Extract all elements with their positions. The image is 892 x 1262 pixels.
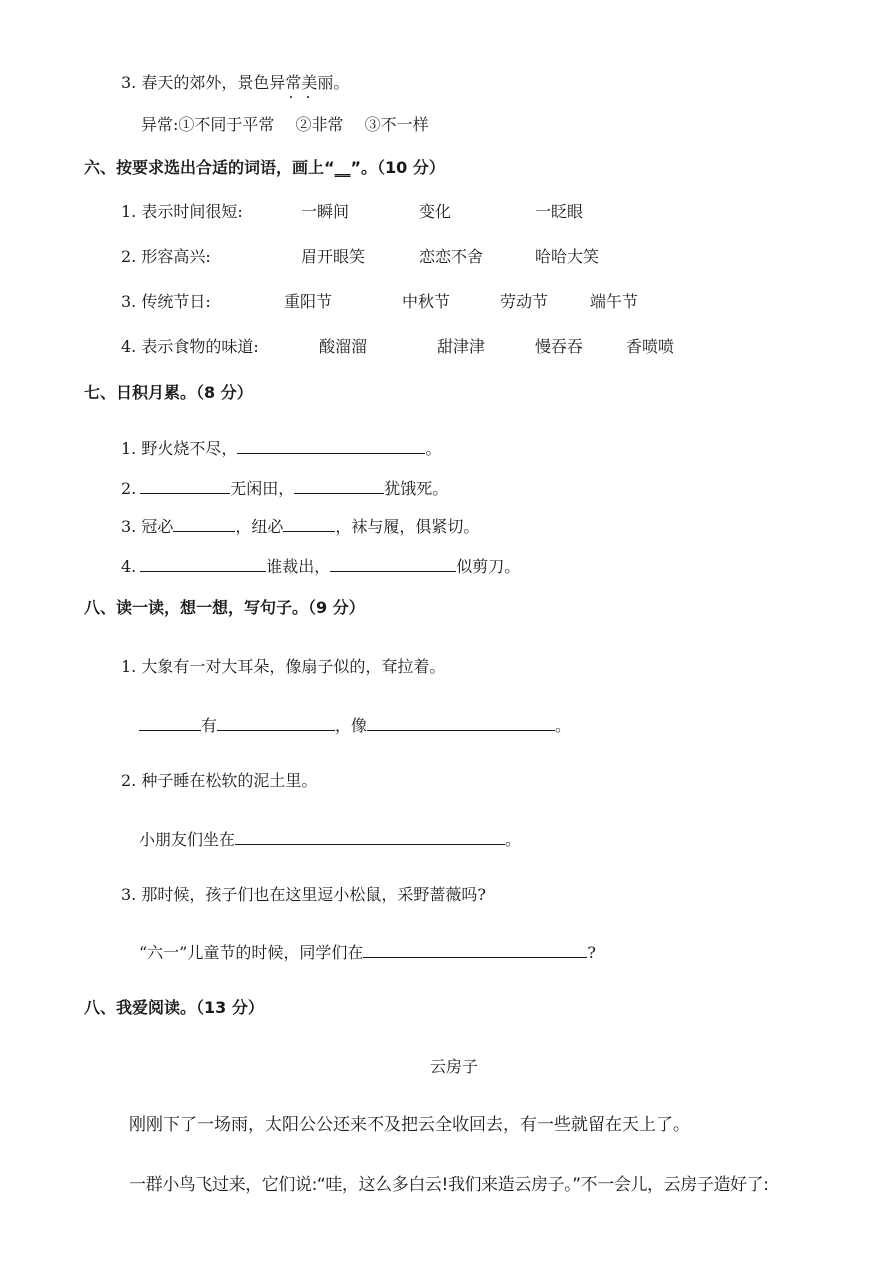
answer-blank[interactable] xyxy=(283,514,335,532)
answer-blank[interactable] xyxy=(173,514,235,532)
section-reading-title: 八、我爱阅读。（13 分） xyxy=(84,998,264,1017)
sec7-line-1: 1. 野火烧不尽， 。 xyxy=(121,436,441,460)
story-paragraph-2: 一群小鸟飞过来，它们说:“哇，这么多白云!我们来造云房子。”不一会儿，云房子造好了: xyxy=(129,1175,769,1195)
sec6-row-1-label: 1. 表示时间很短: xyxy=(121,202,243,221)
answer-blank[interactable] xyxy=(363,940,587,958)
story-title: 云房子 xyxy=(430,1057,479,1076)
sec6-row-2-label: 2. 形容高兴: xyxy=(121,247,211,266)
word-option[interactable]: 一眨眼 xyxy=(535,202,584,221)
word-option[interactable]: 甜津津 xyxy=(437,337,486,356)
sec6-row-4-label: 4. 表示食物的味道: xyxy=(121,337,259,356)
word-option[interactable]: 端午节 xyxy=(590,292,639,311)
question-3-sentence: 3. 春天的郊外，景色异常美丽。 xyxy=(121,73,350,92)
answer-blank[interactable] xyxy=(140,476,230,494)
answer-blank[interactable] xyxy=(217,713,335,731)
emphasis-dot xyxy=(307,96,309,98)
word-option[interactable]: 劳动节 xyxy=(500,292,549,311)
word-option[interactable]: 酸溜溜 xyxy=(319,337,368,356)
sec8-answer-2: 小朋友们坐在 。 xyxy=(139,827,521,851)
word-option[interactable]: 慢吞吞 xyxy=(535,337,584,356)
word-option[interactable]: 变化 xyxy=(419,202,452,221)
word-option[interactable]: 重阳节 xyxy=(284,292,333,311)
word-option[interactable]: 哈哈大笑 xyxy=(535,247,600,266)
answer-blank[interactable] xyxy=(139,713,201,731)
story-paragraph-1: 刚刚下了一场雨，太阳公公还来不及把云全收回去，有一些就留在天上了。 xyxy=(129,1115,690,1135)
answer-blank[interactable] xyxy=(237,436,425,454)
answer-blank[interactable] xyxy=(330,554,456,572)
emphasis-dot xyxy=(290,96,292,98)
answer-blank[interactable] xyxy=(140,554,266,572)
answer-blank[interactable] xyxy=(367,713,555,731)
sec8-answer-1: 有 ，像 。 xyxy=(139,713,571,737)
word-option[interactable]: 恋恋不舍 xyxy=(419,247,484,266)
answer-blank[interactable] xyxy=(235,827,505,845)
section-7-title: 七、日积月累。（8 分） xyxy=(84,383,253,402)
section-6-title: 六、按要求选出合适的词语，画上“__”。（10 分） xyxy=(84,158,445,177)
word-option[interactable]: 中秋节 xyxy=(402,292,451,311)
section-8-title: 八、读一读，想一想，写句子。（9 分） xyxy=(84,598,365,617)
sec8-sentence-1: 1. 大象有一对大耳朵，像扇子似的，耷拉着。 xyxy=(121,657,446,676)
word-option[interactable]: 一瞬间 xyxy=(301,202,350,221)
sec8-answer-3: “六一”儿童节的时候，同学们在 ? xyxy=(139,940,596,964)
answer-blank[interactable] xyxy=(294,476,384,494)
sec7-line-4: 4. 谁裁出， 似剪刀。 xyxy=(121,554,520,578)
word-option[interactable]: 眉开眼笑 xyxy=(301,247,366,266)
sec8-sentence-2: 2. 种子睡在松软的泥土里。 xyxy=(121,771,318,790)
question-3-options: 异常:①不同于平常 ②非常 ③不一样 xyxy=(141,115,429,134)
sec6-row-3-label: 3. 传统节日: xyxy=(121,292,211,311)
word-option[interactable]: 香喷喷 xyxy=(626,337,675,356)
sec7-line-3: 3. 冠必 ，纽必 ，袜与履，俱紧切。 xyxy=(121,514,479,538)
sec7-line-2: 2. 无闲田， 犹饿死。 xyxy=(121,476,448,500)
sec8-sentence-3: 3. 那时候，孩子们也在这里逗小松鼠，采野蔷薇吗? xyxy=(121,885,486,904)
